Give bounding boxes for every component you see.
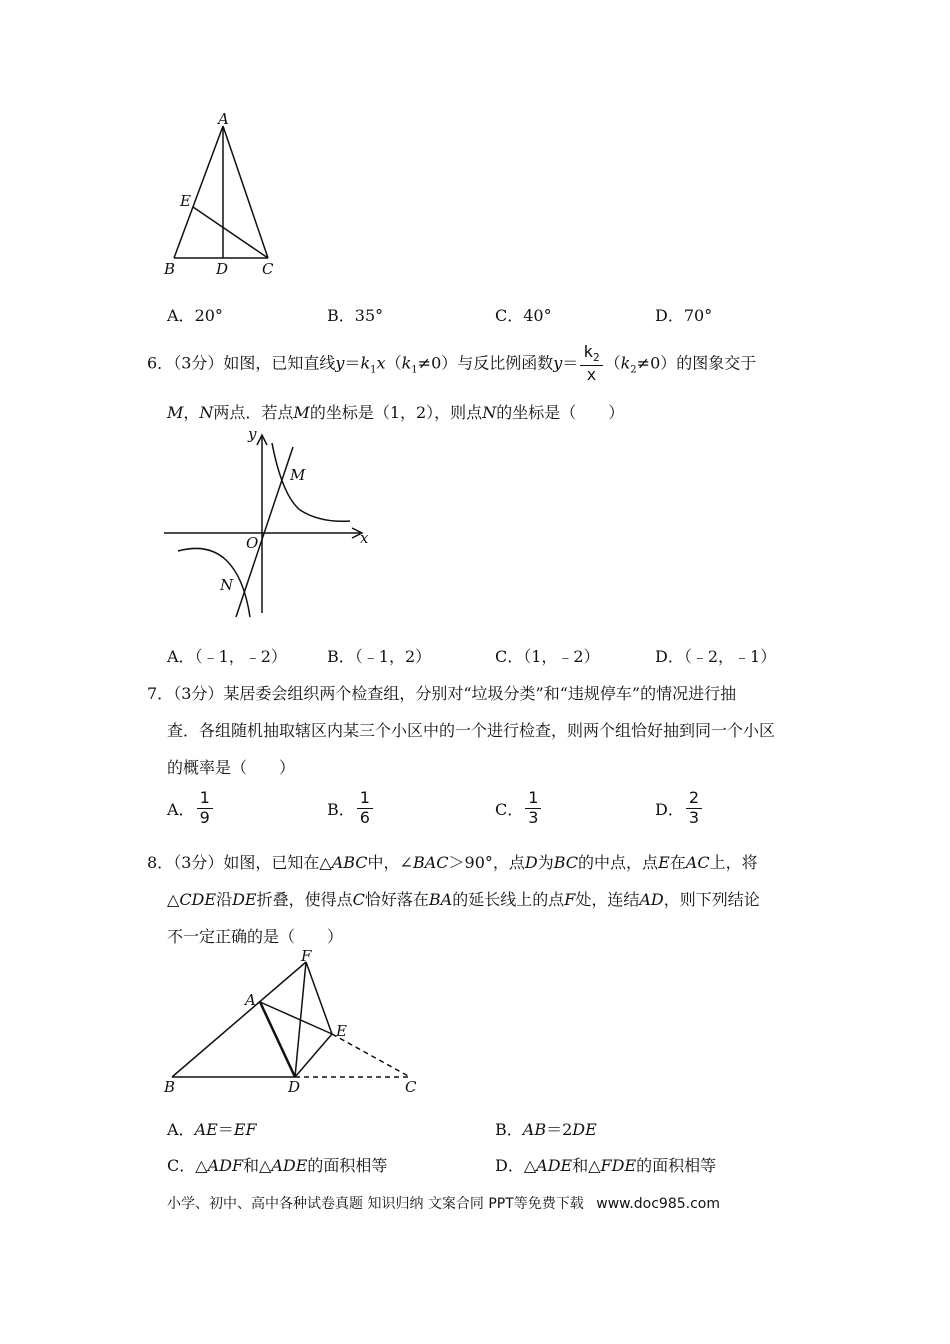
q5-option-c: C．40° [495,306,552,325]
q7-line-1: 7．（3分）某居委会组织两个检查组，分别对“垃圾分类”和“违规停车”的情况进行抽 [147,684,737,703]
q8-line-2: △CDE沿DE折叠，使得点C恰好落在BA的延长线上的点F处，连结AD，则下列结论 [167,890,760,909]
q5-option-b: B．35° [327,306,384,325]
q5-label-a: A [218,110,229,128]
q8-option-a: A．AE＝EF [167,1120,257,1139]
q8-option-d: D．△ADE和△FDE的面积相等 [495,1156,717,1175]
footer-link[interactable]: www.doc985.com [596,1196,720,1212]
q6-label-m: M [290,466,306,484]
q5-label-c: C [262,260,274,278]
footer-text: 小学、初中、高中各种试卷真题 知识归纳 文案合同 PPT等免费下载 [167,1196,584,1212]
q7-option-d: D． $\frac{2}{3}$ [655,790,704,827]
q7-option-a: A． $\frac{1}{9}$ [167,790,215,827]
q5-option-a: A．20° [167,306,223,325]
q6-option-b: B．（﹣1，2） [327,647,432,666]
q6-label-o: O [246,534,259,552]
q6-label-x: x [360,529,369,547]
page-footer [167,1193,720,1213]
q8-option-b: B．AB＝2DE [495,1120,597,1139]
q8-label-c: C [405,1078,417,1096]
q6-label-n: N [220,576,234,594]
q5-label-e: E [180,192,191,210]
q8-option-c: C．△ADF和△ADE的面积相等 [167,1156,388,1175]
q6-line-2: M，N两点．若点M的坐标是（1，2），则点N的坐标是（ ） [167,403,625,422]
q5-label-b: B [164,260,176,278]
q8-label-f: F [301,950,312,965]
q7-option-b: B． $\frac{1}{6}$ [327,790,375,827]
q5-option-d: D．70° [655,306,713,325]
q7-line-2: 查．各组随机抽取辖区内某三个小区中的一个进行检查，则两个组恰好抽到同一个小区 [167,721,776,740]
q6-label-y: y [248,425,257,443]
q6-figure [160,425,380,620]
q7-option-c: C． $\frac{1}{3}$ [495,790,543,827]
q6-option-d: D．（﹣2，﹣1） [655,647,777,666]
q5-label-d: D [216,260,229,278]
q8-label-d: D [288,1078,301,1096]
q6-option-a: A．（﹣1，﹣2） [167,647,287,666]
q6-line-1: 6．（3分）如图，已知直线$y=k_1x(k_1\ne 0)$与反比例函数y＝ $\frac{k_2}{x}$ $(k_2\ne 0)$的图象交于 [147,342,757,384]
q8-figure [160,950,430,1100]
q8-line-3: 不一定正确的是（ ） [167,927,344,946]
q8-line-1: 8．（3分）如图，已知在△ABC中，∠BAC＞90°，点D为BC的中点，点E在AC上，将 [147,853,758,872]
q7-line-3: 的概率是（ ） [167,758,296,777]
q8-label-a: A [245,991,256,1009]
q8-label-b: B [164,1078,176,1096]
q6-fraction: $\frac{k_2}{x}$ [580,344,602,384]
q8-label-e: E [336,1022,347,1040]
q6-option-c: C．（1，﹣2） [495,647,600,666]
q5-figure [160,108,290,278]
